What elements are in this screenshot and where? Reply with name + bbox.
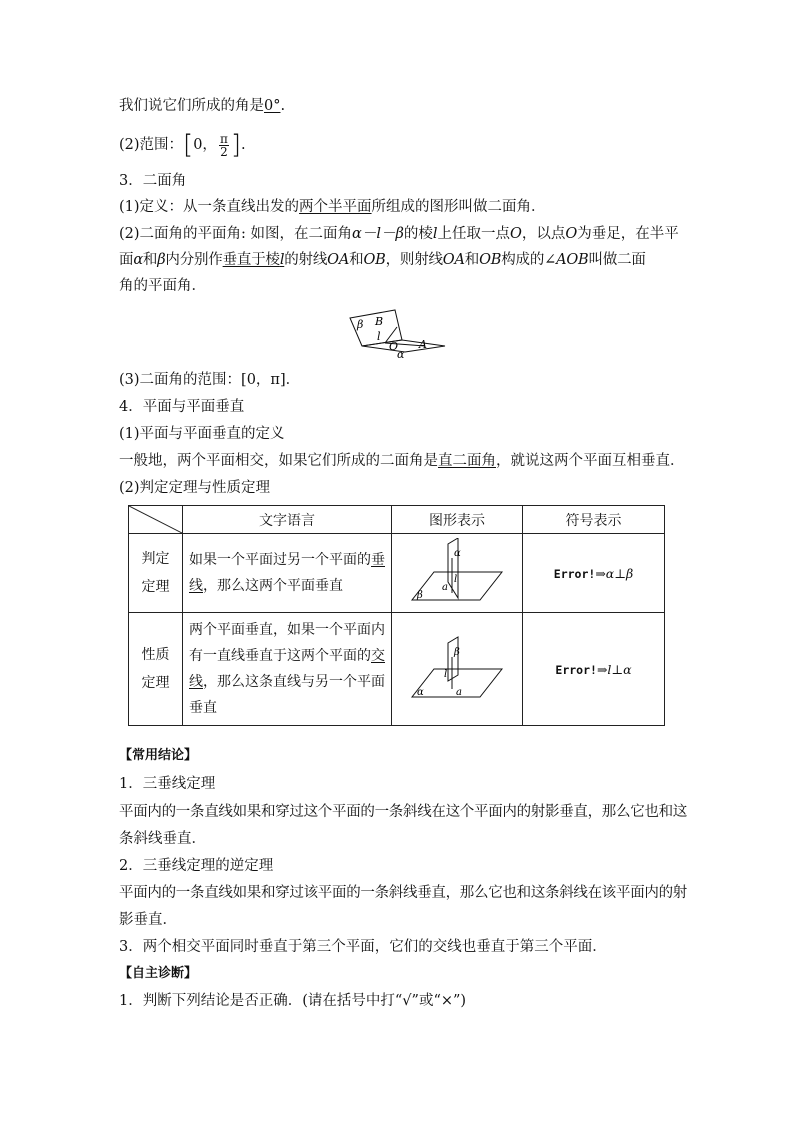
plane-angle-line-1: (2)二面角的平面角: 如图，在二面角α－l－β的棱l上任取一点O，以点O为垂足，在半平 — [119, 226, 679, 242]
perpendicular-definition: 一般地，两个平面相交，如果它们所成的二面角是直二面角，就说这两个平面互相垂直． — [119, 453, 685, 469]
conclusion-1-title: 1．三垂线定理 — [119, 776, 216, 792]
conclusion-2-line-2: 影垂直． — [119, 912, 177, 928]
table-header-row — [129, 506, 665, 534]
svg-text:l: l — [444, 669, 448, 680]
left-bracket: [ — [183, 130, 194, 160]
self-check-question-1: 1．判断下列结论是否正确．(请在括号中打“√”或“×”) — [119, 993, 467, 1009]
svg-text:l: l — [454, 574, 458, 585]
zero-degree-value: 0° — [264, 98, 281, 114]
fig-label-beta: β — [357, 318, 364, 331]
self-check-heading: 【自主诊断】 — [119, 966, 198, 981]
dihedral-range: (3)二面角的范围：[0，π]． — [119, 372, 301, 388]
conclusion-2-title: 2．三垂线定理的逆定理 — [119, 858, 274, 874]
header-figure: 图形表示 — [392, 506, 523, 534]
section-4-heading: 4．平面与平面垂直 — [119, 399, 245, 415]
svg-text:α: α — [417, 687, 424, 698]
fig-label-l: l — [377, 330, 381, 343]
common-conclusions-heading: 【常用结论】 — [119, 748, 198, 763]
dihedral-angle-figure — [345, 306, 449, 362]
theorem-table — [128, 505, 665, 726]
dihedral-definition: (1)定义：从一条直线出发的两个半平面所组成的图形叫做二面角． — [119, 199, 546, 215]
theorem-table-title: (2)判定定理与性质定理 — [119, 480, 271, 496]
perpendicular-definition-title: (1)平面与平面垂直的定义 — [119, 426, 285, 442]
diagonal-header-cell — [129, 506, 183, 534]
conclusion-1-line-1: 平面内的一条直线如果和穿过这个平面的一条斜线在这个平面内的射影垂直，那么它也和这 — [119, 804, 687, 820]
section-3-heading: 3．二面角 — [119, 173, 187, 189]
svg-text:α: α — [454, 548, 461, 559]
svg-text:a: a — [442, 582, 448, 593]
row-1-name: 判定 定理 — [129, 534, 183, 613]
row-2-symbol: Error!⇒l⊥α — [523, 613, 665, 726]
pi-over-two: $\frac{\pi}{2}$ — [219, 131, 228, 159]
svg-text:a: a — [456, 687, 462, 698]
range-line: (2)范围：[0， $\frac{\pi}{2}$ ]. — [119, 130, 246, 160]
row-1-figure — [392, 534, 523, 613]
table-row — [129, 613, 665, 726]
fig-label-A: A — [419, 338, 427, 351]
determination-theorem-figure — [409, 538, 505, 604]
right-bracket: ] — [230, 130, 241, 160]
svg-text:β: β — [454, 647, 460, 658]
row-2-name: 性质 定理 — [129, 613, 183, 726]
fig-label-alpha: α — [397, 348, 405, 361]
row-1-symbol: Error!⇒α⊥β — [523, 534, 665, 613]
conclusion-3: 3．两个相交平面同时垂直于第三个平面，它们的交线也垂直于第三个平面． — [119, 939, 607, 955]
plane-angle-line-3: 角的平面角． — [119, 278, 206, 294]
svg-text:β: β — [417, 590, 423, 601]
fig-label-B: B — [375, 315, 384, 328]
row-2-text: 两个平面垂直，如果一个平面内有一直线垂直于这两个平面的交线，那么这条直线与另一个平面垂直 — [183, 613, 392, 726]
conclusion-1-line-2: 条斜线垂直． — [119, 831, 206, 847]
header-symbol: 符号表示 — [523, 506, 665, 534]
row-2-figure — [392, 613, 523, 726]
angle-zero-line: 我们说它们所成的角是0°. — [119, 98, 286, 114]
table-row — [129, 534, 665, 613]
conclusion-2-line-1: 平面内的一条直线如果和穿过该平面的一条斜线垂直，那么它也和这条斜线在该平面内的射 — [119, 885, 687, 901]
row-1-text: 如果一个平面过另一个平面的垂线，那么这两个平面垂直 — [183, 534, 392, 613]
header-text-language: 文字语言 — [183, 506, 392, 534]
plane-angle-line-2: 面α和β内分别作垂直于棱l的射线OA和OB，则射线OA和OB构成的∠AOB叫做二面 — [119, 252, 646, 268]
diagonal-line — [129, 506, 182, 533]
range-lower: 0， — [193, 137, 217, 153]
property-theorem-figure — [409, 631, 505, 703]
fig-label-O: O — [389, 340, 399, 353]
